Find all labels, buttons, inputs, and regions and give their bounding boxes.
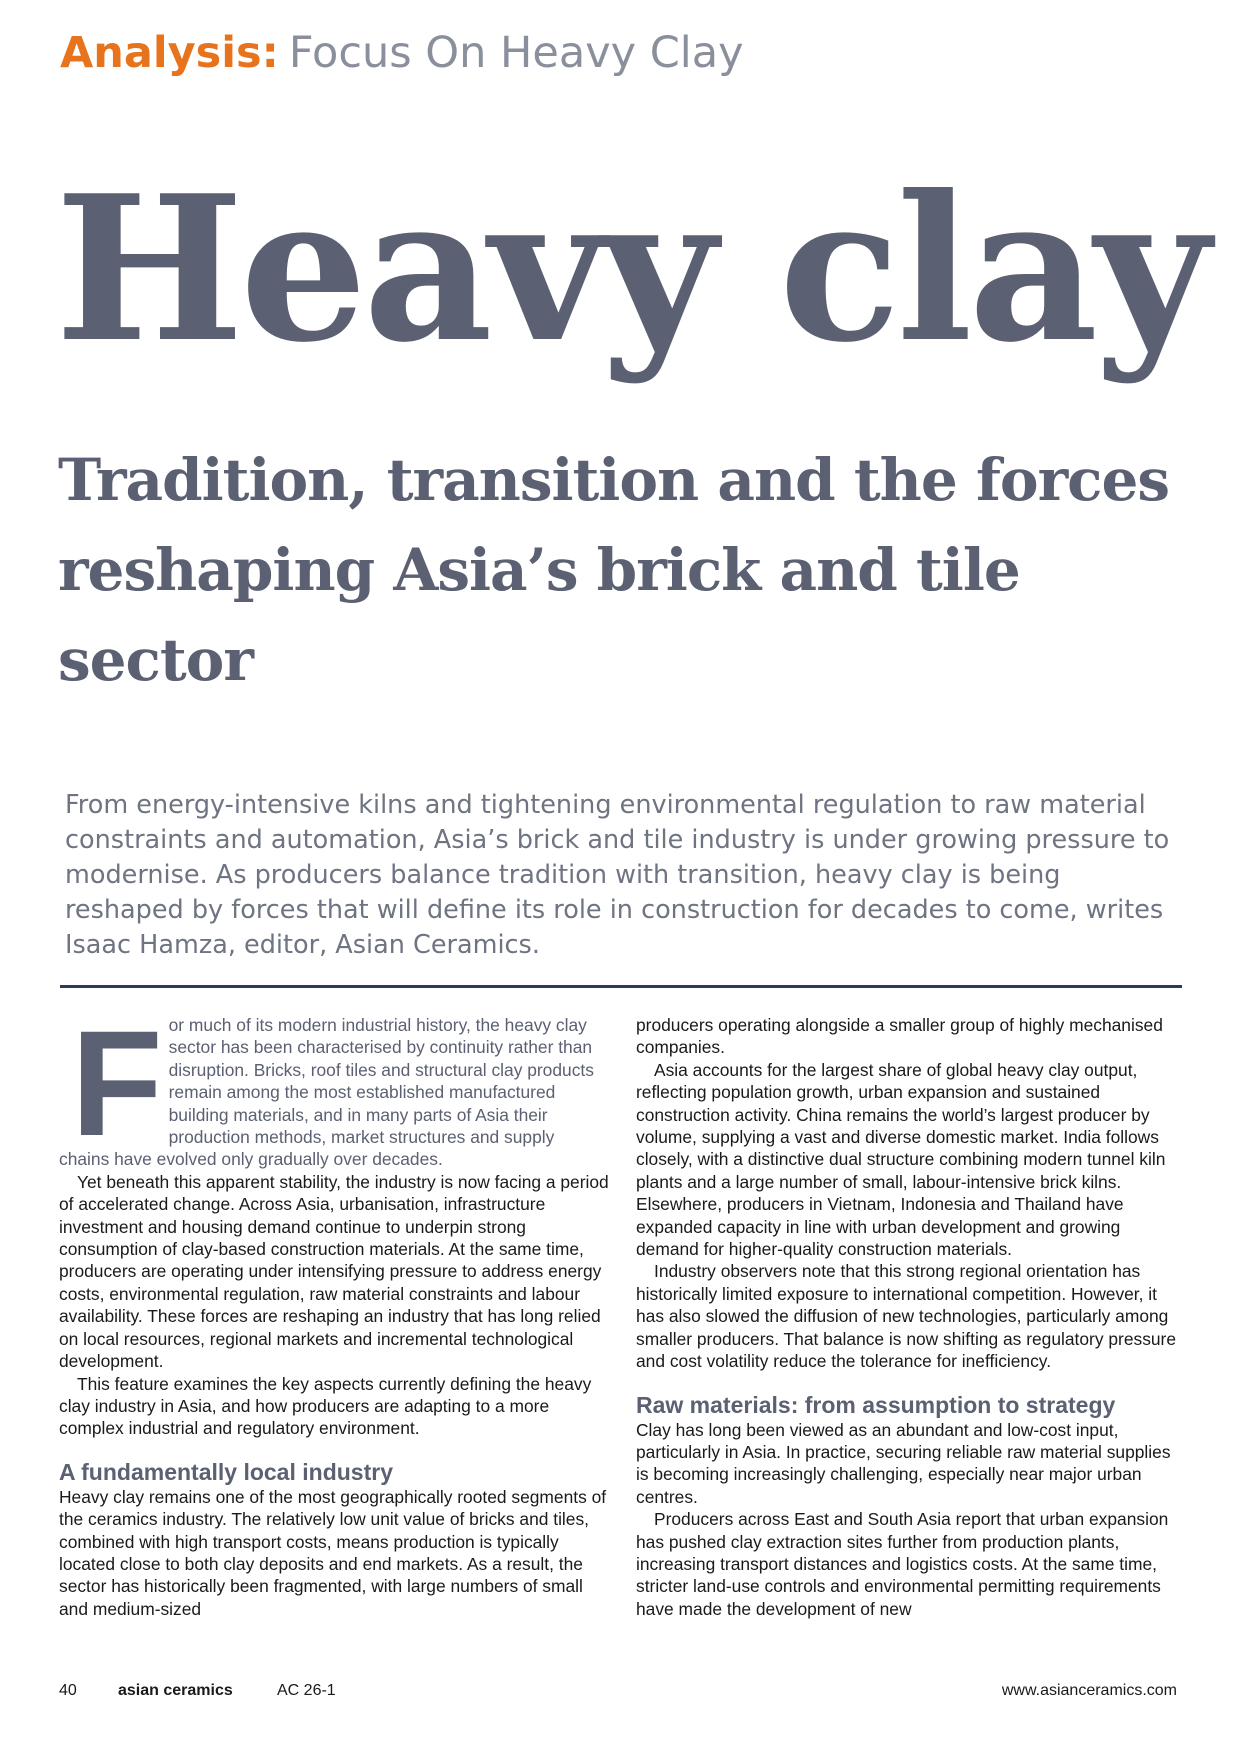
magazine-name: asian ceramics: [118, 1682, 233, 1699]
right-column: [636, 1014, 1186, 1620]
body-paragraph: producers operating alongside a smaller group of highly mechanised companies.: [636, 1015, 1163, 1058]
divider-rule: [60, 985, 1182, 988]
section-heading-local-industry: A fundamentally local industry: [59, 1458, 393, 1485]
page-number: 40: [59, 1682, 77, 1699]
intro-paragraph: or much of its modern industrial history, the heavy clay sector has been characterised by continuity rather than disruption. Bricks, roof tiles and structural clay products remain among the most established manufactured building materials, and in many parts of Asia their production methods, market structures and supply chains have evolved only gradually over decades.: [59, 1015, 594, 1170]
section-heading-raw-materials: Raw materials: from assumption to strategy: [636, 1391, 1116, 1418]
article-headline: Heavy clay: [55, 152, 1207, 387]
body-paragraph: Heavy clay remains one of the most geographically rooted segments of the ceramics industry. The relatively low unit value of bricks and tiles, combined with high transport costs, means production is typically located close to both clay deposits and end markets. As a result, the sector has historically been fragmented, with large numbers of small and medium-sized: [59, 1486, 607, 1619]
article-subtitle: [58, 435, 1208, 705]
body-paragraph: Asia accounts for the largest share of global heavy clay output, reflecting population growth, urban expansion and sustained construction activity. China remains the world’s largest producer by volume, supplying a vast and diverse domestic market. India follows closely, with a distinctive dual structure combining modern tunnel kiln plants and a large number of small, labour-intensive brick kilns. Elsewhere, producers in Vietnam, Indonesia and Thailand have expanded capacity in line with urban development and growing demand for higher-quality construction materials.: [636, 1059, 1166, 1260]
article-standfirst: From energy-intensive kilns and tightening environmental regulation to raw material constraints and automation, Asia’s brick and tile industry is under growing pressure to modernise. As producers balance tradition with transition, heavy clay is being reshaped by forces that will define its role in construction for decades to come, writes Isaac Hamza, editor, Asian Ceramics.: [65, 790, 1170, 960]
left-column: [59, 999, 609, 1620]
subtitle-line-2: reshaping Asia’s brick and tile sector: [58, 536, 1020, 694]
section-header: [60, 28, 744, 78]
body-paragraph: This feature examines the key aspects currently defining the heavy clay industry in Asia, and how producers are adapting to a more complex industrial and regulatory environment.: [59, 1373, 592, 1439]
section-label: Analysis:: [60, 28, 279, 78]
body-paragraph: Yet beneath this apparent stability, the industry is now facing a period of accelerated change. Across Asia, urbanisation, infrastructure investment and housing demand continue to underpin strong consumption of clay-based construction materials. At the same time, producers are operating under intensifying pressure to address energy costs, environmental regulation, raw material constraints and labour availability. These forces are reshaping an industry that has long relied on local resources, regional markets and incremental technological development.: [59, 1171, 609, 1372]
body-paragraph: Clay has long been viewed as an abundant and low-cost input, particularly in Asia. In practice, securing reliable raw material supplies is becoming increasingly challenging, especially near major urban centres.: [636, 1419, 1171, 1507]
section-topic: Focus On Heavy Clay: [288, 28, 744, 78]
body-paragraph: Industry observers note that this strong regional orientation has historically limited exposure to international competition. However, it has also slowed the diffusion of new technologies, particularly among smaller producers. That balance is now shifting as regulatory pressure and cost volatility reduce the tolerance for inefficiency.: [636, 1261, 1177, 1372]
body-paragraph: Producers across East and South Asia report that urban expansion has pushed clay extraction sites further from production plants, increasing transport distances and logistics costs. At the same time, stricter land-use controls and environmental permitting requirements have made the development of new: [636, 1509, 1169, 1619]
issue-number: AC 26-1: [277, 1682, 336, 1699]
website-link[interactable]: www.asianceramics.com: [1001, 1682, 1177, 1699]
intro-paragraph-block: [59, 999, 609, 1171]
drop-cap: F: [71, 999, 163, 1167]
subtitle-line-1: Tradition, transition and the forces: [58, 446, 1170, 514]
